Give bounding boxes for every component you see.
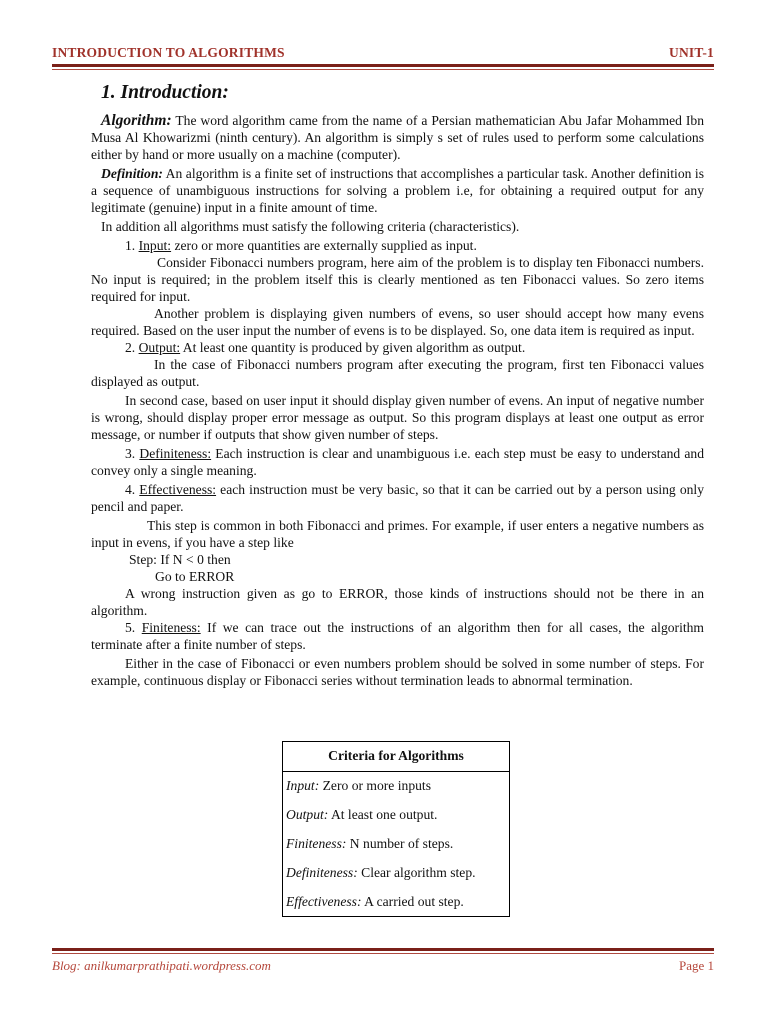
code-line-1: Step: If N < 0 then — [129, 552, 231, 567]
input-term: Input: — [138, 238, 172, 253]
finiteness-para-1: Either in the case of Fibonacci or even numbers problem should be solved in some number of steps. For example, continuous display or Fibonacci series without termination leads to abnormal termination. — [91, 656, 704, 688]
header-rule-thick — [52, 64, 714, 67]
criteria-desc: Zero or more inputs — [319, 778, 431, 793]
criteria-table-title: Criteria for Algorithms — [283, 742, 509, 772]
definiteness-term: Definiteness: — [139, 446, 212, 461]
effectiveness-item — [91, 481, 704, 515]
code-line-2: Go to ERROR — [155, 569, 235, 584]
effectiveness-number: 4. — [125, 482, 140, 497]
header-unit: UNIT-1 — [669, 45, 714, 60]
output-para-1: In the case of Fibonacci numbers program after executing the program, first ten Fibonacci values displayed as output. — [91, 357, 704, 389]
finiteness-text: If we can trace out the instructions of an algorithm then for all cases, the algorithm terminate after a finite number of steps. — [91, 620, 704, 652]
effectiveness-term: Effectiveness: — [139, 482, 217, 497]
criteria-term: Finiteness: — [286, 836, 347, 851]
finiteness-number: 5. — [125, 620, 142, 635]
criteria-desc: At least one output. — [328, 807, 438, 822]
header-rule-thin — [52, 69, 714, 70]
criteria-table — [282, 741, 510, 917]
criteria-term: Output: — [286, 807, 329, 822]
footer-rule-thick — [52, 948, 714, 951]
criteria-desc: A carried out step. — [361, 894, 464, 909]
output-text: At least one quantity is produced by given algorithm as output. — [180, 340, 526, 355]
definiteness-text: Each instruction is clear and unambiguous i.e. each step must be easy to understand and convey only a single meaning. — [91, 446, 705, 478]
effectiveness-para-2: A wrong instruction given as go to ERROR, those kinds of instructions should not be there in an algorithm. — [91, 586, 704, 618]
output-item — [91, 339, 704, 356]
definiteness-number: 3. — [125, 446, 140, 461]
criteria-desc: Clear algorithm step. — [357, 865, 476, 880]
blog-link[interactable]: Blog: anilkumarprathipati.wordpress.com — [52, 958, 271, 973]
algorithm-paragraph — [91, 112, 704, 163]
algorithm-lead: Algorithm: — [101, 112, 172, 129]
criteria-row-definiteness — [283, 859, 509, 888]
definition-paragraph — [91, 165, 704, 216]
criteria-row-output — [283, 801, 509, 830]
page-header — [52, 45, 714, 61]
definition-text: An algorithm is a finite set of instructions that accomplishes a particular task. Another definition is a sequence of unambiguous instructions for solving a problem i.e, for obtaining a required output for any legitimate (genuine) input in a finite amount of time. — [91, 166, 704, 215]
header-title: INTRODUCTION TO ALGORITHMS — [52, 45, 285, 60]
document-body — [91, 80, 704, 689]
output-term: Output: — [138, 340, 181, 355]
input-item — [91, 237, 704, 254]
section-title: 1. Introduction: — [101, 82, 229, 103]
definiteness-item — [91, 445, 704, 479]
finiteness-term: Finiteness: — [141, 620, 201, 635]
criteria-row-finiteness — [283, 830, 509, 859]
effectiveness-text: each instruction must be very basic, so that it can be carried out by a person using only pencil and paper. — [91, 482, 704, 514]
page-number: Page 1 — [678, 958, 714, 973]
output-number: 2. — [125, 340, 139, 355]
finiteness-item — [91, 619, 704, 653]
input-text: zero or more quantities are externally supplied as input. — [171, 238, 477, 253]
effectiveness-para-1: This step is common in both Fibonacci and primes. For example, if user enters a negative numbers as input in evens, if you have a step like — [91, 518, 704, 550]
criteria-row-input — [283, 772, 509, 801]
criteria-term: Definiteness: — [286, 865, 358, 880]
input-number: 1. — [125, 238, 139, 253]
definition-lead: Definition: — [101, 166, 163, 181]
criteria-term: Input: — [286, 778, 320, 793]
input-para-2: Another problem is displaying given numbers of evens, so user should accept how many evens required. Based on the user input the number of evens is to be displayed. So, one data item is required as input. — [91, 306, 704, 338]
page-footer — [52, 958, 714, 974]
criteria-row-effectiveness — [283, 888, 509, 916]
input-para-1: Consider Fibonacci numbers program, here aim of the problem is to display ten Fibonacci numbers. No input is required; in the problem itself this is clearly mentioned as ten Fibonacci values. So zero items required for input. — [91, 255, 704, 304]
output-para-2: In second case, based on user input it should display given number of evens. An input of negative number is wrong, should display proper error message as output. So this program displays at least one output as error message, or number if outputs that show given number of steps. — [91, 393, 704, 442]
criteria-term: Effectiveness: — [286, 894, 362, 909]
criteria-desc: N number of steps. — [346, 836, 454, 851]
criteria-intro: In addition all algorithms must satisfy the following criteria (characteristics). — [101, 219, 520, 234]
footer-rule-thin — [52, 953, 714, 954]
algorithm-text: The word algorithm came from the name of a Persian mathematician Abu Jafar Mohammed Ibn Musa Al Khowarizmi (ninth century). An algorithm is simply s set of rules used to perform some calculations either by hand or more usually on a machine (computer). — [91, 113, 704, 162]
